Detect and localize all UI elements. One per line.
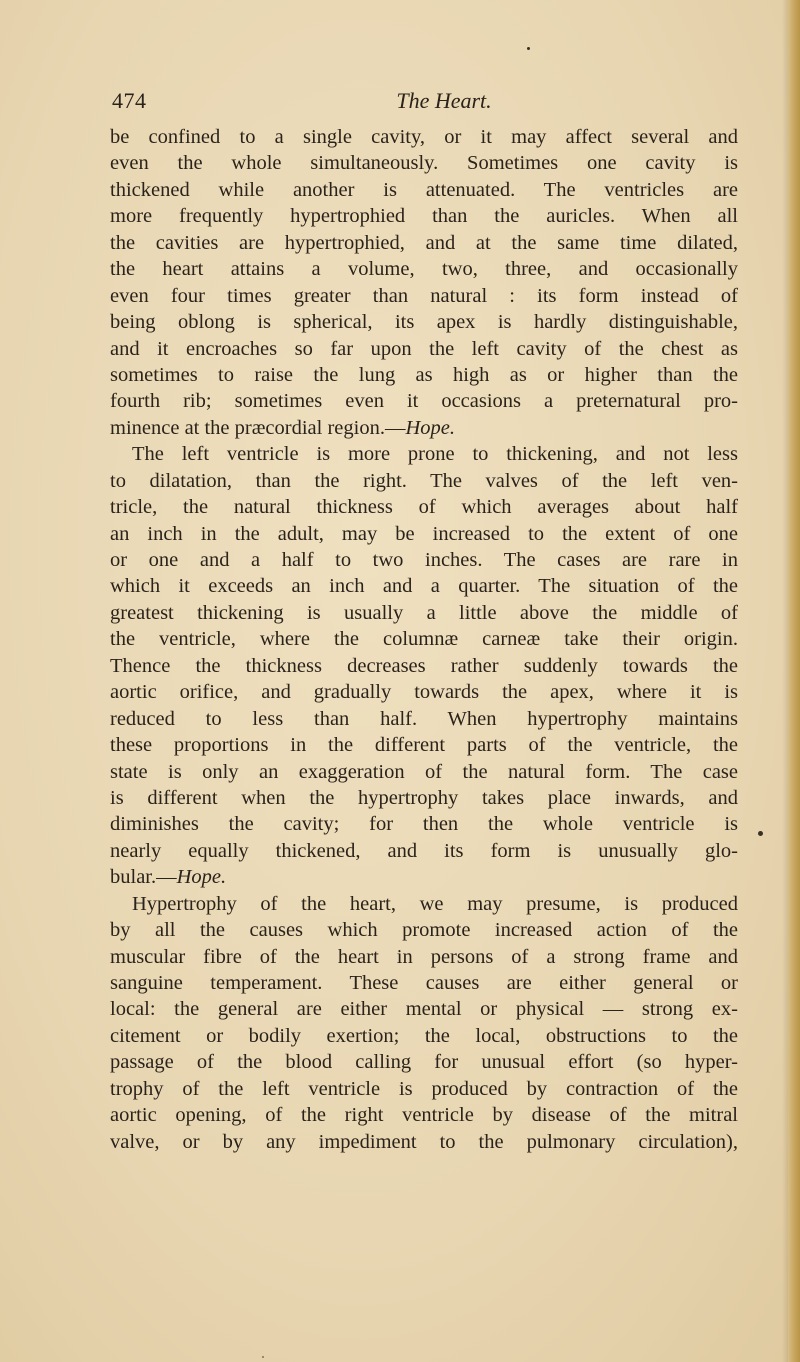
citation: Hope. [176, 866, 227, 889]
line-text: thickened while another is attenuated. The ventricles are [110, 178, 738, 201]
line-text: an inch in the adult, may be increased to the extent of one [110, 522, 738, 545]
text-line [110, 494, 738, 520]
text-line [110, 256, 738, 282]
text-line [110, 1023, 738, 1049]
ink-speck [262, 1356, 264, 1358]
line-text: the ventricle, where the columnæ carneæ take their origin. [110, 628, 738, 651]
running-head [112, 88, 736, 118]
line-text: is different when the hypertrophy takes place inwards, and [110, 786, 738, 809]
line-text: Hypertrophy of the heart, we may presume, is produced [132, 892, 738, 915]
text-line [110, 1049, 738, 1075]
text-line [110, 864, 738, 890]
text-line [110, 203, 738, 229]
text-line [110, 1129, 738, 1155]
text-line [110, 785, 738, 811]
line-text: valve, or by any impediment to the pulmonary circulation), [110, 1130, 738, 1153]
line-text: the heart attains a volume, two, three, and occasionally [110, 258, 738, 281]
body-text [110, 124, 738, 1155]
text-line [110, 521, 738, 547]
line-text: Thence the thickness decreases rather suddenly towards the [110, 654, 738, 677]
citation: Hope. [405, 416, 455, 439]
line-text: by all the causes which promote increased action of the [110, 919, 738, 942]
running-title: The Heart. [396, 88, 492, 113]
line-text: sanguine temperament. These causes are either general or [110, 972, 738, 994]
text-line [110, 653, 738, 679]
line-text: minence at the præcordial region.— [110, 416, 406, 439]
text-line [110, 124, 738, 150]
text-line [110, 468, 738, 494]
line-text: local: the general are either mental or physical — strong ex- [110, 998, 738, 1021]
line-text: trophy of the left ventricle is produced by contraction of the [110, 1077, 738, 1100]
ink-speck [758, 831, 763, 836]
ink-speck [527, 47, 530, 50]
line-text: the cavities are hypertrophied, and at the same time dilated, [110, 231, 738, 254]
line-text: aortic orifice, and gradually towards the apex, where it is [110, 681, 738, 704]
text-line [110, 336, 738, 362]
line-text: citement or bodily exertion; the local, obstructions to the [110, 1024, 738, 1047]
text-line [110, 917, 738, 943]
line-text: be confined to a single cavity, or it may affect several and [110, 126, 738, 148]
text-line [110, 811, 738, 837]
text-line [110, 600, 738, 626]
page-edge [788, 0, 800, 1362]
line-text: greatest thickening is usually a little above the middle of [110, 601, 738, 624]
text-line [110, 547, 738, 573]
text-line [110, 759, 738, 785]
line-text: and it encroaches so far upon the left cavity of the chest as [110, 337, 738, 360]
line-text: which it exceeds an inch and a quarter. The situation of the [110, 575, 738, 598]
line-text: or one and a half to two inches. The cases are rare in [110, 549, 738, 571]
text-line [110, 838, 738, 864]
text-line [110, 283, 738, 309]
line-text: fourth rib; sometimes even it occasions a preternatural pro- [110, 390, 738, 413]
line-text: tricle, the natural thickness of which averages about half [110, 496, 738, 519]
line-text: being oblong is spherical, its apex is hardly distinguishable, [110, 311, 738, 334]
line-text: bular.— [110, 866, 177, 889]
text-line [110, 944, 738, 970]
text-line [110, 177, 738, 203]
line-text: The left ventricle is more prone to thickening, and not less [132, 443, 738, 466]
text-line [110, 891, 738, 917]
text-line [110, 441, 738, 467]
text-line [110, 415, 738, 441]
line-text: sometimes to raise the lung as high as or higher than the [110, 363, 738, 386]
line-text: aortic opening, of the right ventricle by disease of the mitral [110, 1104, 738, 1127]
text-line [110, 970, 738, 996]
text-line [110, 573, 738, 599]
text-line [110, 626, 738, 652]
line-text: nearly equally thickened, and its form is unusually glo- [110, 839, 738, 862]
line-text: to dilatation, than the right. The valves of the left ven- [110, 469, 738, 492]
text-line [110, 996, 738, 1022]
page-number: 474 [112, 88, 147, 113]
line-text: even the whole simultaneously. Sometimes one cavity is [110, 152, 738, 175]
text-line [110, 362, 738, 388]
text-line [110, 1102, 738, 1128]
text-line [110, 309, 738, 335]
text-line [110, 150, 738, 176]
line-text: reduced to less than half. When hypertrophy maintains [110, 707, 738, 730]
text-line [110, 706, 738, 732]
text-line [110, 388, 738, 414]
line-text: state is only an exaggeration of the natural form. The case [110, 760, 738, 783]
text-line [110, 679, 738, 705]
line-text: these proportions in the different parts of the ventricle, the [110, 734, 738, 757]
line-text: even four times greater than natural : its form instead of [110, 284, 738, 307]
line-text: muscular fibre of the heart in persons of a strong frame and [110, 945, 738, 968]
line-text: passage of the blood calling for unusual effort (so hyper- [110, 1051, 738, 1074]
line-text: diminishes the cavity; for then the whole ventricle is [110, 813, 738, 836]
text-line [110, 230, 738, 256]
text-line [110, 1076, 738, 1102]
text-line [110, 732, 738, 758]
line-text: more frequently hypertrophied than the auricles. When all [110, 205, 738, 228]
